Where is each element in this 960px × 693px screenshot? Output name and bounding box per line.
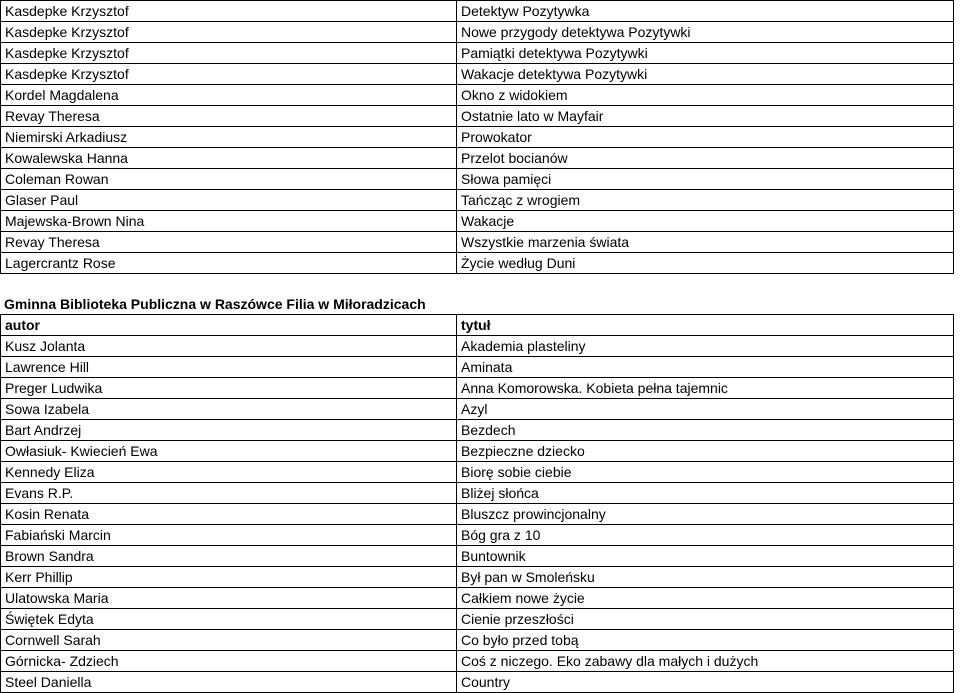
table-row xyxy=(1,672,954,693)
title-cell: Bliżej słońca xyxy=(457,483,954,504)
title-cell: Pamiątki detektywa Pozytywki xyxy=(457,43,954,64)
table-row xyxy=(1,336,954,357)
title-cell: Bluszcz prowincjonalny xyxy=(457,504,954,525)
table-row xyxy=(1,232,954,253)
author-cell: Fabiański Marcin xyxy=(1,525,457,546)
title-cell: Bezpieczne dziecko xyxy=(457,441,954,462)
author-cell: Kasdepke Krzysztof xyxy=(1,22,457,43)
book-table-2 xyxy=(0,314,954,693)
author-cell: Kusz Jolanta xyxy=(1,336,457,357)
title-cell: Przelot bocianów xyxy=(457,148,954,169)
table-row xyxy=(1,85,954,106)
author-cell: Świętek Edyta xyxy=(1,609,457,630)
table-row xyxy=(1,462,954,483)
table-row xyxy=(1,609,954,630)
table-row xyxy=(1,148,954,169)
table-row xyxy=(1,211,954,232)
table-row xyxy=(1,253,954,274)
author-cell: Kasdepke Krzysztof xyxy=(1,1,457,22)
table-row xyxy=(1,1,954,22)
title-cell: Życie według Duni xyxy=(457,253,954,274)
title-cell: Nowe przygody detektywa Pozytywki xyxy=(457,22,954,43)
author-cell: Brown Sandra xyxy=(1,546,457,567)
title-cell: Wakacje detektywa Pozytywki xyxy=(457,64,954,85)
author-cell: Glaser Paul xyxy=(1,190,457,211)
title-cell: Aminata xyxy=(457,357,954,378)
table-row xyxy=(1,169,954,190)
title-cell: Anna Komorowska. Kobieta pełna tajemnic xyxy=(457,378,954,399)
table-row xyxy=(1,127,954,148)
author-cell: Kosin Renata xyxy=(1,504,457,525)
title-cell: Okno z widokiem xyxy=(457,85,954,106)
table-row xyxy=(1,399,954,420)
author-cell: Preger Ludwika xyxy=(1,378,457,399)
author-cell: Kerr Phillip xyxy=(1,567,457,588)
author-cell: Revay Theresa xyxy=(1,232,457,253)
author-cell: Coleman Rowan xyxy=(1,169,457,190)
author-cell: Owłasiuk- Kwiecień Ewa xyxy=(1,441,457,462)
table-body xyxy=(1,1,954,274)
table-row xyxy=(1,546,954,567)
table-row xyxy=(1,630,954,651)
table-row xyxy=(1,64,954,85)
table-row xyxy=(1,588,954,609)
author-cell: Kordel Magdalena xyxy=(1,85,457,106)
title-cell: Słowa pamięci xyxy=(457,169,954,190)
table-row xyxy=(1,378,954,399)
author-cell: Kennedy Eliza xyxy=(1,462,457,483)
author-cell: Górnicka- Zdziech xyxy=(1,651,457,672)
book-table-1 xyxy=(0,0,954,274)
author-cell: Niemirski Arkadiusz xyxy=(1,127,457,148)
title-cell: Wakacje xyxy=(457,211,954,232)
author-cell: Sowa Izabela xyxy=(1,399,457,420)
title-cell: Był pan w Smoleńsku xyxy=(457,567,954,588)
table-row xyxy=(1,567,954,588)
table-row xyxy=(1,190,954,211)
author-cell: Evans R.P. xyxy=(1,483,457,504)
title-cell: Co było przed tobą xyxy=(457,630,954,651)
title-cell: Coś z niczego. Eko zabawy dla małych i dużych xyxy=(457,651,954,672)
table-header-row xyxy=(1,315,954,336)
author-cell: Majewska-Brown Nina xyxy=(1,211,457,232)
table-row xyxy=(1,441,954,462)
title-cell: Bóg gra z 10 xyxy=(457,525,954,546)
header-author: autor xyxy=(1,315,457,336)
table-row xyxy=(1,22,954,43)
author-cell: Lagercrantz Rose xyxy=(1,253,457,274)
author-cell: Kasdepke Krzysztof xyxy=(1,64,457,85)
author-cell: Cornwell Sarah xyxy=(1,630,457,651)
table-row xyxy=(1,504,954,525)
title-cell: Biorę sobie ciebie xyxy=(457,462,954,483)
title-cell: Detektyw Pozytywka xyxy=(457,1,954,22)
title-cell: Całkiem nowe życie xyxy=(457,588,954,609)
title-cell: Country xyxy=(457,672,954,693)
table-row xyxy=(1,420,954,441)
section-title: Gminna Biblioteka Publiczna w Raszówce Filia w Miłoradzicach xyxy=(4,296,426,312)
title-cell: Cienie przeszłości xyxy=(457,609,954,630)
author-cell: Kasdepke Krzysztof xyxy=(1,43,457,64)
author-cell: Bart Andrzej xyxy=(1,420,457,441)
author-cell: Steel Daniella xyxy=(1,672,457,693)
title-cell: Ostatnie lato w Mayfair xyxy=(457,106,954,127)
table-row xyxy=(1,43,954,64)
table-body xyxy=(1,315,954,693)
author-cell: Lawrence Hill xyxy=(1,357,457,378)
author-cell: Ulatowska Maria xyxy=(1,588,457,609)
title-cell: Azyl xyxy=(457,399,954,420)
title-cell: Bezdech xyxy=(457,420,954,441)
table-row xyxy=(1,525,954,546)
table-row xyxy=(1,357,954,378)
author-cell: Revay Theresa xyxy=(1,106,457,127)
table-row xyxy=(1,651,954,672)
title-cell: Buntownik xyxy=(457,546,954,567)
title-cell: Akademia plasteliny xyxy=(457,336,954,357)
table-row xyxy=(1,483,954,504)
header-title: tytuł xyxy=(457,315,954,336)
author-cell: Kowalewska Hanna xyxy=(1,148,457,169)
title-cell: Wszystkie marzenia świata xyxy=(457,232,954,253)
title-cell: Prowokator xyxy=(457,127,954,148)
table-row xyxy=(1,106,954,127)
title-cell: Tańcząc z wrogiem xyxy=(457,190,954,211)
